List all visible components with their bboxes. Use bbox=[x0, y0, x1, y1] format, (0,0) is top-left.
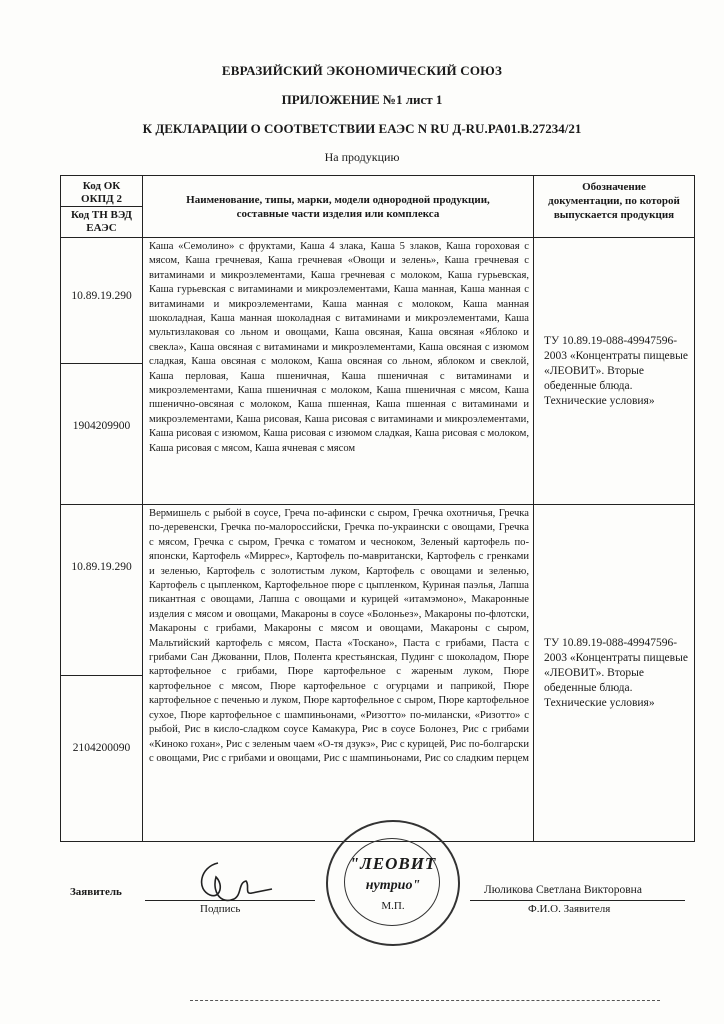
description-cell bbox=[143, 238, 534, 505]
product-description: Вермишель с рыбой в соусе, Греча по-афински с сыром, Гречка охотничья, Гречка по-деревенски, Гречка по-малороссийски, Гречка по-украински с овощами, Гречка с мясом, Гречка с сыром, Гречка с томатом и чесноком, Зеленый картофель по-японски, Картофель «Миррес», Картофель по-мавритански, Картофель с гренками и зеленью, Картофель с золотистым луком, Картофель с овощами и зеленью, Картофель с цыпленком, Картофельное пюре с цыпленком, Куриная паэлья, Лапша пикантная с овощами, Лапша с овощами и курицей «итамэмоно», Макаронные изделия с мясом и овощами, Макароны в соусе «Болоньез», Макароны по-флотски, Макароны с грибами, Макароны с мясом и овощами, Макароны с сыром, Мальтийский картофель с мясом, Паста «Тоскано», Паста с грибами, Паста с грибами Сан Джованни, Плов, Полента крестьянская, Пудинг с шоколадом, Пюре картофельное с грибами, Пюре картофельное с жареным луком, Пюре картофельное с мясом, Пюре картофельное с огурцами и паприкой, Пюре картофельное с печенью и луком, Пюре картофельное с сыром, Пюре картофельное сухое, Пюре картофельное с шампиньонами, «Ризотто» по-милански, «Ризотто» с рыбой, Рис в кисло-сладком соусе Камакура, Рис в соусе Болонез, Рис с грибами «Киноко гохан», Рис с зеленым чаем «О-тя дзукэ», Рис с курицей, Рис по-болгарски с овощами, Рис с грибами и овощами, Рис с шампиньонами, Рис со сладким перцем bbox=[149, 508, 530, 764]
header-name-text: Наименование, типы, марки, модели однородной продукции, составные части изделия или комплекса bbox=[186, 193, 490, 220]
appendix-title: ПРИЛОЖЕНИЕ №1 лист 1 bbox=[281, 92, 443, 107]
doc-reference: ТУ 10.89.19-088-49947596-2003 «Концентраты пищевые «ЛЕОВИТ». Вторые обеденные блюда. Технические условия» bbox=[544, 636, 688, 709]
product-subtitle: На продукцию bbox=[324, 150, 400, 164]
name-line bbox=[470, 900, 685, 901]
table-header-row bbox=[61, 176, 695, 207]
okpd-code: 10.89.19.290 bbox=[71, 290, 132, 302]
stamp-text-3: М.П. bbox=[381, 900, 405, 912]
tnved-code: 1904209900 bbox=[72, 420, 131, 432]
name-label: Ф.И.О. Заявителя bbox=[528, 903, 611, 915]
applicant-label: Заявитель bbox=[70, 886, 122, 898]
header-tnved-text: Код ТН ВЭД ЕАЭС bbox=[70, 209, 132, 234]
union-title: ЕВРАЗИЙСКИЙ ЭКОНОМИЧЕСКИЙ СОЮЗ bbox=[221, 63, 503, 78]
doc-cell bbox=[534, 505, 695, 842]
signature-image bbox=[190, 855, 280, 910]
tnved-cell bbox=[61, 364, 143, 505]
applicant-name: Люликова Светлана Викторовна bbox=[484, 884, 642, 896]
tnved-cell bbox=[61, 676, 143, 842]
header-doc-text: Обозначение документации, по которой выпускается продукция bbox=[548, 181, 680, 221]
header-name bbox=[143, 176, 534, 238]
okpd-cell bbox=[61, 238, 143, 364]
header-okpd bbox=[61, 176, 143, 207]
table-row bbox=[61, 238, 695, 364]
table-row bbox=[61, 505, 695, 676]
header-doc bbox=[534, 176, 695, 238]
signature-label: Подпись bbox=[200, 903, 241, 915]
company-stamp bbox=[326, 820, 460, 946]
bottom-rule bbox=[190, 1000, 660, 1001]
products-table bbox=[60, 175, 695, 842]
header-okpd-text: Код ОК ОКПД 2 bbox=[81, 180, 122, 205]
okpd-code: 10.89.19.290 bbox=[71, 561, 132, 573]
stamp-text-2: нутрио" bbox=[365, 878, 421, 893]
declaration-title: К ДЕКЛАРАЦИИ О СООТВЕТСТВИИ ЕАЭС N RU Д-RU.PA01.B.27234/21 bbox=[142, 121, 582, 136]
header-tnved bbox=[61, 207, 143, 238]
product-description: Каша «Семолино» с фруктами, Каша 4 злака, Каша 5 злаков, Каша гороховая с мясом, Каша гречневая, Каша гречневая «Овощи и зелень», Каша гречневая с витаминами и микроэлементами, Каша гречневая с молоком, Каша гурьевская, Каша гурьевская с витаминами и микроэлементами, Каша манная, Каша манная с витаминами и микроэлементами, Каша манная с молоком, Каша манная шоколадная, Каша манная шоколадная с витаминами и микроэлементами, Каша мультизлаковая со льном и овощами, Каша овсяная, Каша овсяная «Яблоко и свекла», Каша овсяная с витаминами и микроэлементами, Каша овсяная с изюмом сладкая, Каша овсяная с молоком, Каша овсяная со льном, яблоком и свеклой, Каша перловая, Каша пшеничная, Каша пшеничная с витаминами и микроэлементами, Каша пшеничная с молоком, Каша пшеничная с мясом, Каша пшенично-овсяная с молоком, Каша пшенная, Каша пшенная с витаминами и микроэлементами, Каша рисовая, Каша рисовая с витаминами и микроэлементами, Каша рисовая с изюмом, Каша рисовая с изюмом сладкая, Каша рисовая с молоком, Каша рисовая с мясом, Каша ячневая с мясом bbox=[149, 241, 529, 454]
okpd-cell bbox=[61, 505, 143, 676]
doc-cell bbox=[534, 238, 695, 505]
doc-reference: ТУ 10.89.19-088-49947596-2003 «Концентраты пищевые «ЛЕОВИТ». Вторые обеденные блюда. Технические условия» bbox=[544, 334, 688, 407]
stamp-text-1: "ЛЕОВИТ bbox=[349, 854, 437, 873]
description-cell bbox=[143, 505, 534, 842]
tnved-code: 2104200090 bbox=[72, 742, 131, 754]
